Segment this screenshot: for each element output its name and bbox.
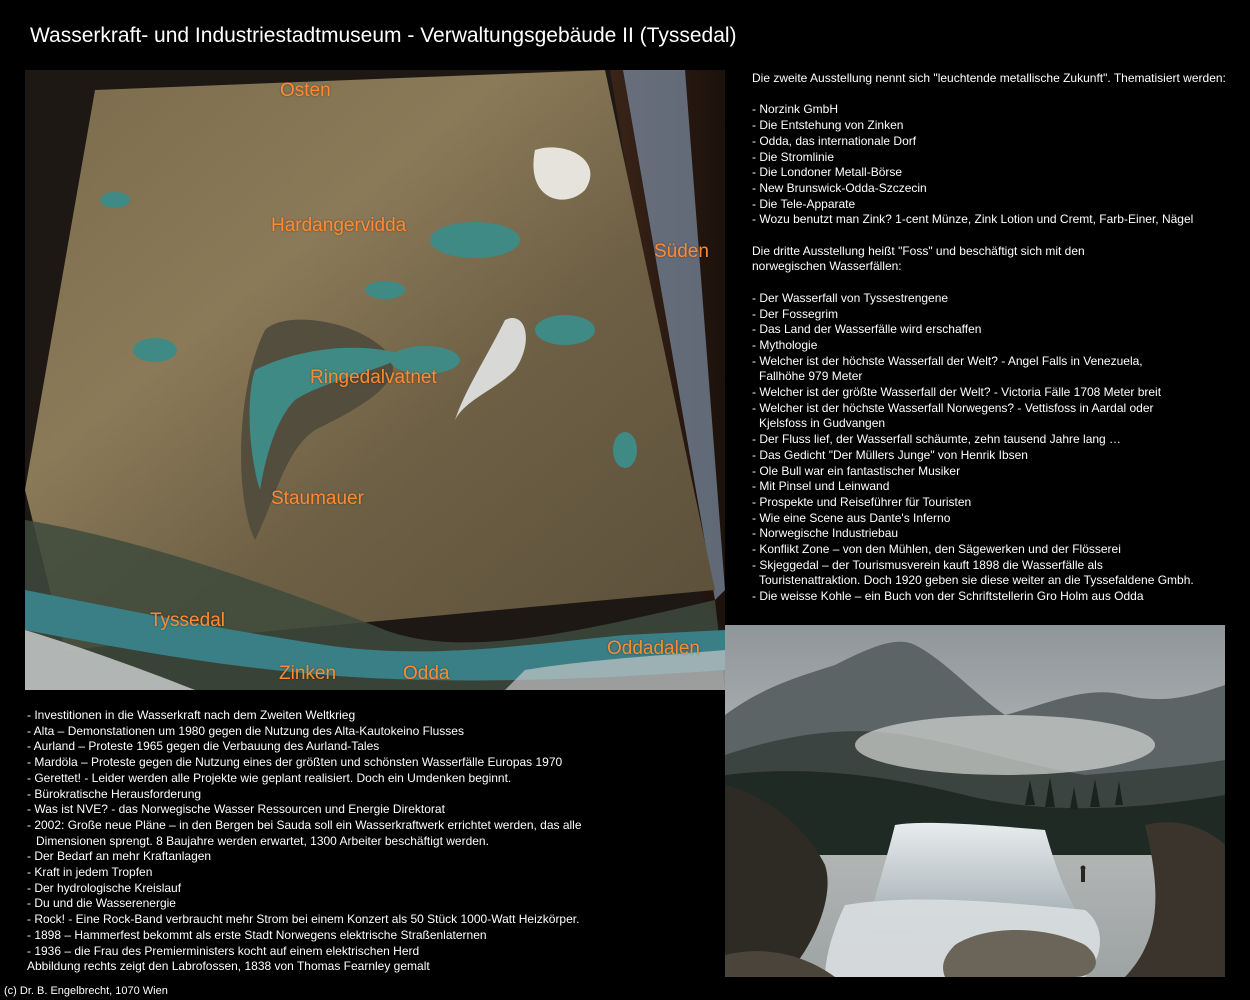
left-text-block xyxy=(27,708,717,975)
list-item: - Welcher ist der höchste Wasserfall der Welt? - Angel Falls in Venezuela, xyxy=(752,353,1143,368)
list-item: - Die Tele-Apparate xyxy=(752,196,856,211)
exhibition3-intro-line2: norwegischen Wasserfällen: xyxy=(752,259,902,274)
list-item: - Der Bedarf an mehr Kraftanlagen xyxy=(27,849,212,864)
list-item: - Die Stromlinie xyxy=(752,149,835,164)
list-item: - Rock! - Eine Rock-Band verbraucht mehr Strom bei einem Konzert als 50 Stück 1000-Watt Heizkörper. xyxy=(27,912,580,927)
list-item-continuation: Touristenattraktion. Doch 1920 geben sie diese weiter an die Tyssefaldene Gmbh. xyxy=(759,573,1194,588)
map-label-staumauer: Staumauer xyxy=(271,488,364,509)
map-label-hardangervidda: Hardangervidda xyxy=(271,215,407,236)
list-item: - Investitionen in die Wasserkraft nach dem Zweiten Weltkrieg xyxy=(27,708,356,722)
list-item: - 2002: Große neue Pläne – in den Bergen bei Sauda soll ein Wasserkraftwerk errichtet werden, das alle xyxy=(27,817,582,832)
spacer xyxy=(752,275,1237,291)
list-item: - Welcher ist der größte Wasserfall der Welt? - Victoria Fälle 1708 Meter breit xyxy=(752,385,1162,400)
list-item: - Du und die Wasserenergie xyxy=(27,896,176,911)
list-item: - Das Gedicht "Der Müllers Junge" von Henrik Ibsen xyxy=(752,447,1028,462)
list-item: - Die Entstehung von Zinken xyxy=(752,118,904,133)
image-caption: Abbildung rechts zeigt den Labrofossen, 1838 von Thomas Fearnley gemalt xyxy=(27,959,430,974)
map-label-osten: Osten xyxy=(280,80,331,101)
list-item: - Norzink GmbH xyxy=(752,102,839,117)
map-label-sueden: Süden xyxy=(654,241,709,262)
list-item: - Was ist NVE? - das Norwegische Wasser Ressourcen und Energie Direktorat xyxy=(27,802,445,817)
list-item: - New Brunswick-Odda-Szczecin xyxy=(752,180,927,195)
exhibition2-intro: Die zweite Ausstellung nennt sich "leuchtende metallische Zukunft". Thematisiert werden: xyxy=(752,71,1226,85)
list-item: - Skjeggedal – der Tourismusverein kauft 1898 die Wasserfälle als xyxy=(752,557,1103,572)
map-label-odda: Odda xyxy=(403,663,450,684)
list-item: - Die weisse Kohle – ein Buch von der Schriftstellerin Gro Holm aus Odda xyxy=(752,589,1144,604)
list-item: - Konflikt Zone – von den Mühlen, den Sägewerken und der Flösserei xyxy=(752,542,1121,557)
copyright-footer: (c) Dr. B. Engelbrecht, 1070 Wien xyxy=(4,985,168,997)
labrofossen-painting xyxy=(725,625,1225,977)
list-item: - Das Land der Wasserfälle wird erschaffen xyxy=(752,322,982,337)
spacer xyxy=(752,228,1237,244)
list-item: - Der Fluss lief, der Wasserfall schäumte, zehn tausend Jahre lang … xyxy=(752,432,1122,447)
exhibition3-intro-line1: Die dritte Ausstellung heißt "Foss" und beschäftigt sich mit den xyxy=(752,243,1085,258)
list-item: - Bürokratische Herausforderung xyxy=(27,786,202,801)
list-item: - Odda, das internationale Dorf xyxy=(752,133,917,148)
spacer xyxy=(752,87,1237,103)
list-item: - Kraft in jedem Tropfen xyxy=(27,865,153,880)
list-item: - Der Wasserfall von Tyssestrengene xyxy=(752,290,949,305)
list-item: - Norwegische Industriebau xyxy=(752,526,899,541)
exhibition2-list xyxy=(752,102,1237,228)
list-item: - Der Fossegrim xyxy=(752,306,839,321)
exhibition3-list xyxy=(752,291,1237,605)
list-item: - Die Londoner Metall-Börse xyxy=(752,165,903,180)
list-item: - Welcher ist der höchste Wasserfall Norwegens? - Vettisfoss in Aardal oder xyxy=(752,400,1154,415)
list-item-continuation: Fallhöhe 979 Meter xyxy=(759,369,863,384)
list-item-continuation: Dimensionen sprengt. 8 Baujahre werden erwartet, 1300 Arbeiter beschäftigt werden. xyxy=(36,833,489,848)
list-item: - Ole Bull war ein fantastischer Musiker xyxy=(752,463,961,478)
right-text-block xyxy=(752,71,1237,605)
page-title: Wasserkraft- und Industriestadtmuseum - Verwaltungsgebäude II (Tyssedal) xyxy=(30,24,737,47)
list-item: - Mardöla – Proteste gegen die Nutzung eines der größten und schönsten Wasserfälle Europas 1970 xyxy=(27,755,563,770)
list-item: - Wie eine Scene aus Dante's Inferno xyxy=(752,510,951,525)
list-item: - Der hydrologische Kreislauf xyxy=(27,880,182,895)
list-item: - Gerettet! - Leider werden alle Projekte wie geplant realisiert. Doch ein Umdenken beginnt. xyxy=(27,770,512,785)
list-item: - Wozu benutzt man Zink? 1-cent Münze, Zink Lotion und Cremt, Farb-Einer, Nägel xyxy=(752,212,1194,227)
list-item: - 1898 – Hammerfest bekommt als erste Stadt Norwegens elektrische Straßenlaternen xyxy=(27,927,487,942)
list-item: - Mythologie xyxy=(752,337,818,352)
painting-graphic xyxy=(725,625,1225,977)
map-label-oddadalen: Oddadalen xyxy=(607,638,700,659)
list-item: - Prospekte und Reiseführer für Touristen xyxy=(752,494,972,509)
map-label-zinken: Zinken xyxy=(279,663,337,684)
list-item-continuation: Kjelsfoss in Gudvangen xyxy=(759,416,886,431)
relief-map-photo xyxy=(25,70,725,690)
list-item: - Mit Pinsel und Leinwand xyxy=(752,479,890,494)
map-label-tyssedal: Tyssedal xyxy=(150,610,225,631)
list-item: - Aurland – Proteste 1965 gegen die Verbauung des Aurland-Tales xyxy=(27,739,380,754)
list-item: - Alta – Demonstationen um 1980 gegen die Nutzung des Alta-Kautokeino Flusses xyxy=(27,723,464,738)
map-label-ringedalvatnet: Ringedalvatnet xyxy=(310,367,437,388)
list-item: - 1936 – die Frau des Premierministers kocht auf einem elektrischen Herd xyxy=(27,943,420,958)
